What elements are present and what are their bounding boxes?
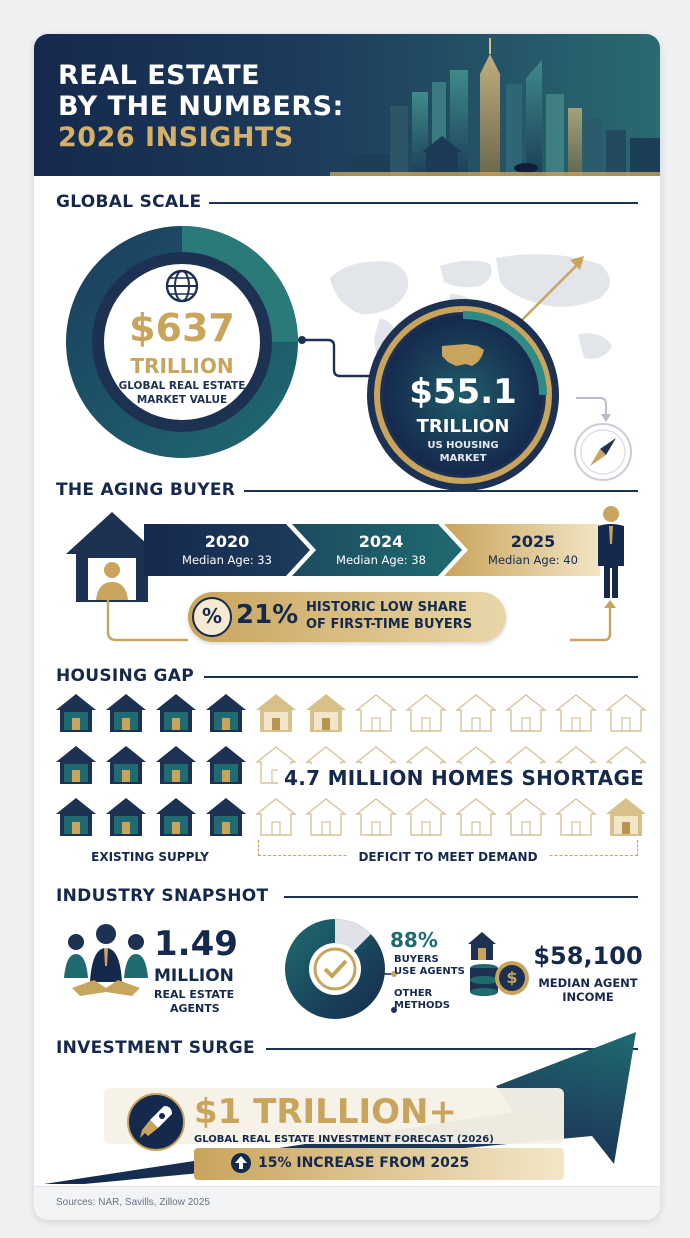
agents-value: 1.49 <box>154 924 238 964</box>
section-divider <box>204 676 638 678</box>
section-divider <box>244 490 638 492</box>
header-banner <box>34 34 660 176</box>
footer <box>34 1186 660 1220</box>
section-title-global-scale: GLOBAL SCALE <box>56 192 209 212</box>
agents-line-1: REAL ESTATE <box>154 988 235 1001</box>
housing-shortage-text: 4.7 MILLION HOMES SHORTAGE <box>278 764 650 792</box>
timeline-year: 2024 <box>358 532 404 551</box>
investment-increase: 15% INCREASE FROM 2025 <box>258 1155 470 1171</box>
timeline-age: Median Age: 40 <box>488 553 578 567</box>
first-time-buyer-line-2: OF FIRST-TIME BUYERS <box>306 617 473 632</box>
global-caption-2: MARKET VALUE <box>136 394 228 406</box>
section-title-aging-buyer: THE AGING BUYER <box>56 480 243 500</box>
investment-caption: GLOBAL REAL ESTATE INVESTMENT FORECAST (2026) <box>194 1134 494 1145</box>
agents-pct: 88% <box>390 928 438 952</box>
agents-unit: MILLION <box>154 966 234 986</box>
section-divider <box>184 202 638 204</box>
timeline-age: Median Age: 38 <box>336 553 426 567</box>
timeline-step-2024 <box>306 532 456 567</box>
section-title-industry-snapshot: INDUSTRY SNAPSHOT <box>56 886 276 906</box>
house-coins-icon <box>466 930 534 1000</box>
agents-line-2: AGENTS <box>170 1002 220 1015</box>
us-value: $55.1 <box>409 372 517 412</box>
income-line-2: INCOME <box>562 990 614 1004</box>
title-line-1: REAL ESTATE <box>58 60 261 91</box>
checkmark-donut-icon <box>280 914 390 1024</box>
us-unit: TRILLION <box>416 416 510 437</box>
global-caption-1: GLOBAL REAL ESTATE <box>118 380 246 392</box>
city-skyline-illustration <box>330 34 660 176</box>
income-value: $58,100 <box>533 942 643 970</box>
sources-text: Sources: NAR, Savills, Zillow 2025 <box>56 1197 210 1208</box>
section-title-housing-gap: HOUSING GAP <box>56 666 202 686</box>
timeline-step-2025 <box>468 532 598 567</box>
first-time-buyer-line-1: HISTORIC LOW SHARE <box>306 600 467 615</box>
timeline-step-2020 <box>152 532 302 567</box>
businessman-icon <box>594 504 628 600</box>
infographic-card <box>34 34 660 1220</box>
agents-pct-line-2: USE AGENTS <box>394 966 465 977</box>
us-caption-2: MARKET <box>439 453 487 464</box>
section-title-investment-surge: INVESTMENT SURGE <box>56 1038 263 1058</box>
timeline-year: 2020 <box>204 532 250 551</box>
up-arrow-icon <box>230 1152 252 1174</box>
agents-handshake-icon <box>58 922 154 1002</box>
rocket-icon <box>126 1092 186 1152</box>
us-map-icon <box>438 340 488 370</box>
section-divider <box>284 896 638 898</box>
title-line-2: BY THE NUMBERS: <box>58 91 344 122</box>
compass-icon <box>570 394 636 484</box>
income-line-1: MEDIAN AGENT <box>538 976 638 990</box>
title-line-3: 2026 INSIGHTS <box>58 122 294 153</box>
globe-icon <box>164 268 200 304</box>
us-caption-1: US HOUSING <box>427 440 499 451</box>
investment-value: $1 TRILLION+ <box>194 1092 458 1132</box>
global-value: $637 <box>129 306 235 350</box>
other-methods-line-2: METHODS <box>394 1000 450 1011</box>
timeline-year: 2025 <box>510 532 556 551</box>
timeline-age: Median Age: 33 <box>182 553 272 567</box>
first-time-buyer-value: 21% <box>236 600 299 630</box>
percent-symbol: % <box>201 604 223 628</box>
agents-pct-line-1: BUYERS <box>394 954 439 965</box>
deficit-label: DEFICIT TO MEET DEMAND <box>348 850 548 864</box>
existing-supply-label: EXISTING SUPPLY <box>91 850 209 864</box>
global-unit: TRILLION <box>130 354 234 378</box>
dollar-glyph: $ <box>506 968 518 987</box>
other-methods-line-1: OTHER <box>394 988 433 999</box>
page-title <box>58 60 344 153</box>
